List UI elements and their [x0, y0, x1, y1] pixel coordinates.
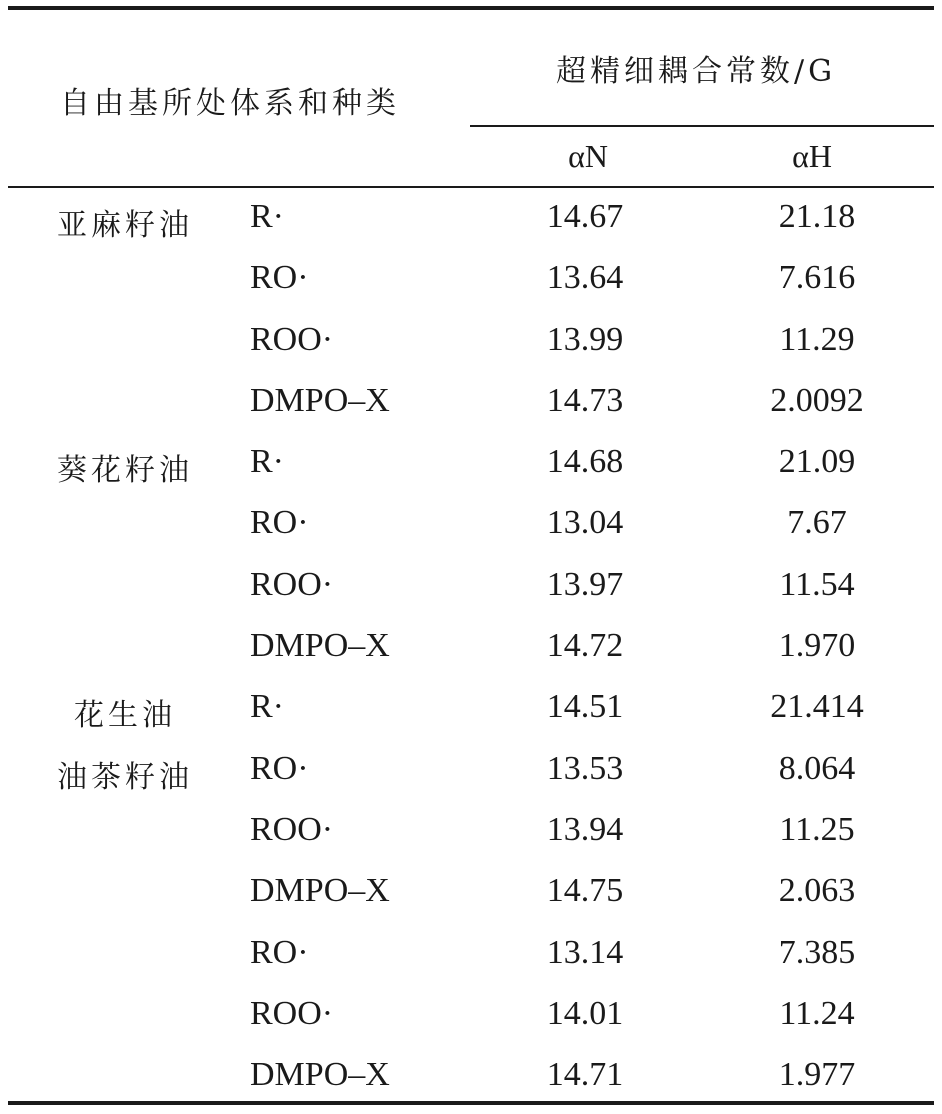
table-row — [0, 494, 942, 555]
alpha-h-cell: 7.385 — [778, 933, 856, 971]
radical-type-cell: DMPO–X — [250, 627, 390, 665]
table-row — [0, 985, 942, 1046]
header-sub-rule — [470, 125, 934, 127]
alpha-n-cell: 14.75 — [546, 872, 624, 910]
alpha-n-cell: 13.97 — [546, 565, 624, 603]
system-cell: 花生油 — [74, 698, 176, 734]
table-row — [0, 372, 942, 433]
alpha-n-cell: 13.99 — [546, 320, 624, 358]
table-row — [0, 801, 942, 862]
table-row — [0, 678, 942, 739]
alpha-n-cell: 13.64 — [546, 259, 624, 297]
table-row — [0, 740, 942, 801]
alpha-n-cell: 13.94 — [546, 810, 624, 848]
alpha-h-cell: 1.977 — [778, 1056, 856, 1094]
alpha-h-cell: 21.09 — [778, 443, 856, 481]
table-row — [0, 433, 942, 494]
header-constant-label: 超精细耦合常数/G — [556, 54, 837, 89]
alpha-n-cell: 14.72 — [546, 627, 624, 665]
alpha-n-cell: 14.67 — [546, 198, 624, 235]
alpha-n-cell: 14.68 — [546, 443, 624, 481]
alpha-n-cell: 13.04 — [546, 504, 624, 542]
table-row — [0, 924, 942, 985]
radical-type-cell: RO· — [250, 749, 309, 787]
alpha-n-cell: 14.73 — [546, 381, 624, 419]
alpha-h-cell: 21.414 — [770, 688, 864, 726]
table-row — [0, 188, 942, 249]
radical-type-cell: ROO· — [250, 320, 334, 358]
table-row — [0, 311, 942, 372]
table-body — [0, 188, 942, 1107]
table-row — [0, 556, 942, 617]
radical-type-cell: RO· — [250, 504, 309, 542]
alpha-h-cell: 7.616 — [778, 259, 856, 297]
radical-type-cell: RO· — [250, 933, 309, 971]
table-bottom-rule — [8, 1101, 934, 1105]
alpha-h-cell: 2.0092 — [770, 381, 864, 419]
system-cell: 葵花籽油 — [57, 453, 193, 489]
radical-type-cell: R· — [250, 198, 284, 235]
alpha-h-cell: 21.18 — [778, 198, 856, 235]
alpha-h-cell: 11.29 — [779, 320, 855, 358]
alpha-n-cell: 14.71 — [546, 1056, 624, 1094]
radical-type-cell: ROO· — [250, 994, 334, 1032]
alpha-h-cell: 11.24 — [779, 994, 855, 1032]
radical-type-cell: RO· — [250, 259, 309, 297]
radical-type-cell: ROO· — [250, 565, 334, 603]
alpha-h-cell: 11.25 — [779, 810, 855, 848]
alpha-h-cell: 1.970 — [778, 627, 856, 665]
alpha-h-cell: 8.064 — [778, 749, 856, 787]
table-row — [0, 617, 942, 678]
table-row — [0, 862, 942, 923]
alpha-n-cell: 14.51 — [546, 688, 624, 726]
radical-type-cell: DMPO–X — [250, 872, 390, 910]
alpha-n-cell: 14.01 — [546, 994, 624, 1032]
column-header-alpha-n: αN — [568, 138, 608, 174]
alpha-h-cell: 11.54 — [779, 565, 855, 603]
column-header-alpha-h: αH — [792, 138, 832, 174]
header-system-label: 自由基所处体系和种类 — [60, 86, 400, 121]
radical-type-cell: DMPO–X — [250, 1056, 390, 1094]
alpha-h-cell: 7.67 — [787, 504, 847, 542]
radical-type-cell: R· — [250, 688, 284, 726]
radical-type-cell: ROO· — [250, 810, 334, 848]
alpha-n-cell: 13.53 — [546, 749, 624, 787]
alpha-n-cell: 13.14 — [546, 933, 624, 971]
radical-type-cell: R· — [250, 443, 284, 481]
table-row — [0, 249, 942, 310]
table-row — [0, 1046, 942, 1107]
table-top-rule — [8, 6, 934, 10]
system-cell: 亚麻籽油 — [57, 208, 193, 243]
system-cell: 油茶籽油 — [57, 759, 193, 795]
radical-type-cell: DMPO–X — [250, 381, 390, 419]
alpha-h-cell: 2.063 — [778, 872, 856, 910]
